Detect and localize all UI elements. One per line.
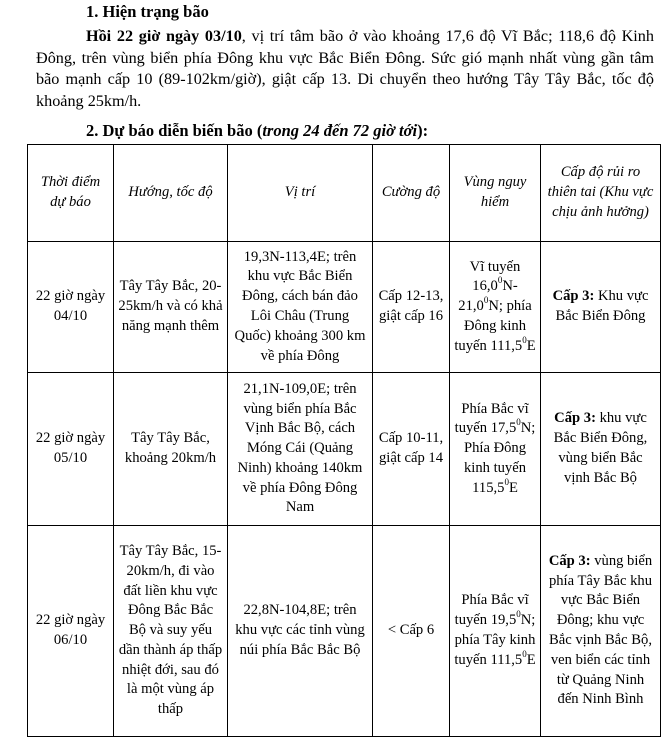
header-position: Vị trí (228, 145, 373, 242)
current-status-paragraph (36, 26, 654, 112)
forecast-table (27, 144, 661, 737)
table-row (28, 526, 661, 737)
section1-title: 1. Hiện trạng bão (86, 2, 209, 21)
header-direction: Hướng, tốc độ (114, 145, 228, 242)
header-time: Thời điểm dự báo (28, 145, 114, 242)
status-body: , vị trí tâm bão ở vào khoảng 17,6 độ Vĩ Bắc; 118,6 độ Kinh Đông, trên vùng biển phía Đông khu vực Bắc Biển Đông. Sức gió mạnh nhất vùng gần tâm bão mạnh cấp 10 (89-102km/giờ), giật cấp 13. Di chuyển theo hướng Tây Tây Bắc, tốc độ khoảng 25km/h. (36, 27, 654, 110)
table-row (28, 242, 661, 373)
table-row (28, 373, 661, 526)
cell-danger-zone: Phía Bắc vĩ tuyến 19,5$^0$N; phía Tây kinh tuyến 111,5$^0$E (450, 526, 541, 737)
cell-time: 22 giờ ngày 06/10 (28, 526, 114, 737)
section2-title: 2. Dự báo diễn biến bão (trong 24 đến 72 giờ tới): (86, 121, 429, 140)
status-time: Hồi 22 giờ ngày 03/10 (86, 27, 242, 45)
cell-risk-level: Cấp 3: vùng biển phía Tây Bắc khu vực Bắc Biển Đông; khu vực Bắc vịnh Bắc Bộ, ven biển các tỉnh từ Quảng Ninh đến Ninh Bình (541, 526, 661, 737)
table-header-row (28, 145, 661, 242)
cell-risk-level: Cấp 3: Khu vực Bắc Biển Đông (541, 242, 661, 373)
cell-position: 19,3N-113,4E; trên khu vực Bắc Biển Đông, cách bán đảo Lôi Châu (Trung Quốc) khoảng 300 km về phía Đông (228, 242, 373, 373)
cell-position: 21,1N-109,0E; trên vùng biển phía Bắc Vịnh Bắc Bộ, cách Móng Cái (Quảng Ninh) khoảng 140km về phía Đông Đông Nam (228, 373, 373, 526)
cell-danger-zone: Phía Bắc vĩ tuyến 17,5$^0$N; Phía Đông kinh tuyến 115,5$^0$E (450, 373, 541, 526)
cell-danger-zone: Vĩ tuyến 16,0$^0$N-21,0$^0$N; phía Đông kinh tuyến 111,5$^0$E (450, 242, 541, 373)
header-intensity: Cường độ (373, 145, 450, 242)
cell-time: 22 giờ ngày 05/10 (28, 373, 114, 526)
cell-intensity: Cấp 12-13, giật cấp 16 (373, 242, 450, 373)
cell-time: 22 giờ ngày 04/10 (28, 242, 114, 373)
cell-direction: Tây Tây Bắc, 15-20km/h, đi vào đất liền khu vực Đông Bắc Bắc Bộ và suy yếu dần thành áp thấp nhiệt đới, sau đó là một vùng áp thấp (114, 526, 228, 737)
cell-intensity: < Cấp 6 (373, 526, 450, 737)
header-risk-level: Cấp độ rủi ro thiên tai (Khu vực chịu ảnh hưởng) (541, 145, 661, 242)
cell-position: 22,8N-104,8E; trên khu vực các tỉnh vùng núi phía Bắc Bắc Bộ (228, 526, 373, 737)
cell-intensity: Cấp 10-11, giật cấp 14 (373, 373, 450, 526)
cell-direction: Tây Tây Bắc, khoảng 20km/h (114, 373, 228, 526)
cell-direction: Tây Tây Bắc, 20-25km/h và có khả năng mạnh thêm (114, 242, 228, 373)
cell-risk-level: Cấp 3: khu vực Bắc Biển Đông, vùng biển Bắc vịnh Bắc Bộ (541, 373, 661, 526)
header-danger-zone: Vùng nguy hiểm (450, 145, 541, 242)
